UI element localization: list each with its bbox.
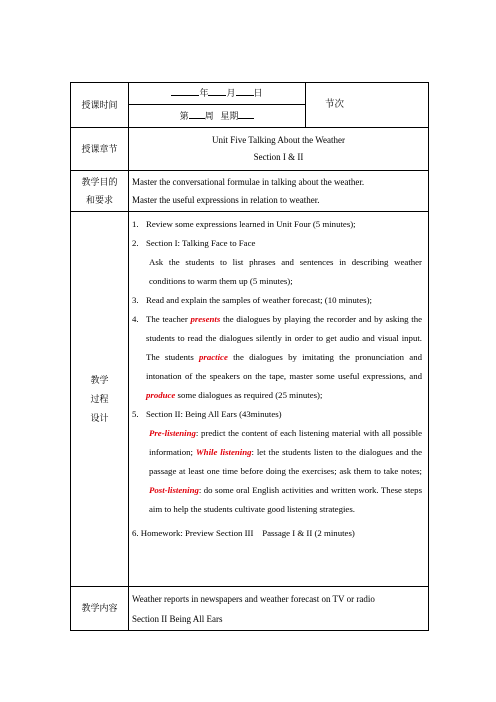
keyword-post-listening: Post-listening [149,485,199,495]
weekday-blank [238,109,254,119]
month-text: 月 [226,88,236,98]
goals-cell [129,171,429,212]
design-item-1 [132,215,422,234]
keyword-pre-listening: Pre-listening [149,428,196,438]
item-4-text [146,310,422,405]
time-label: 授课时间 [71,83,129,128]
item-1-text: Review some expressions learned in Unit Four (5 minutes); [146,219,356,229]
month-blank [208,86,226,96]
goals-row [71,171,429,212]
section-title: Section I & II [253,152,304,162]
item-2-text: Section I: Talking Face to Face [146,238,256,248]
item-3-number: 3. [132,295,139,305]
keyword-presents: presents [190,314,221,324]
goal-line-2: Master the useful expressions in relation to weather. [132,195,320,205]
item-1-number: 1. [132,219,139,229]
period-label: 节次 [325,99,345,110]
year-text: 年 [199,88,209,98]
design-item-5 [132,405,422,424]
homework-line: 6. Homework: Preview Section III Passage I & II (2 minutes) [132,528,355,538]
item-5-part-a: : predict the content of each listening material with all possible information; [149,428,422,457]
item-5-detail [132,424,422,519]
design-label-line3: 设计 [90,412,109,423]
content-line-2: Section II Being All Ears [132,613,223,624]
keyword-practice: practice [199,352,228,362]
content-row [71,587,429,631]
design-label-line1: 教学 [90,374,109,385]
week-blank [189,109,205,119]
item-3-text: Read and explain the samples of weather forecast; (10 minutes); [146,295,372,305]
design-item-3 [132,291,422,310]
content-cell [129,587,429,631]
goals-label-line1: 教学目的 [81,177,118,187]
design-cell [129,212,429,587]
item-4-part-b: the dialogues by playing the recorder and by asking the students to read the dialogues silently in order to get audio and visual input. The students [146,314,422,362]
unit-title: Unit Five Talking About the Weather [211,135,346,145]
content-line-1: Weather reports in newspapers and weather forecast on TV or radio [132,593,375,604]
date-cell [129,83,306,128]
week-prefix: 第 [179,111,189,121]
date-line [129,83,305,105]
item-4-part-c: the dialogues by imitating the pronunciation and intonation of the speakers on the tape, master some useful expressions, and [146,352,422,381]
item-4-number: 4. [132,314,139,324]
design-row [71,212,429,587]
item-4-part-a: The teacher [146,314,191,324]
time-row [71,83,429,128]
item-5-text: Section II: Being All Ears (43minutes) [146,409,282,419]
design-label [71,212,129,587]
design-item-4 [132,310,422,405]
chapter-cell [129,128,429,171]
item-2-subtext: Ask the students to list phrases and sentences in describing weather conditions to warm them up (5 minutes); [149,257,422,286]
week-suffix: 周 [204,111,214,121]
item-4-part-d: some dialogues as required (25 minutes); [175,390,323,400]
item-5-number: 5. [132,409,139,419]
year-blank [171,86,199,96]
item-5-part-c: : do some oral English activities and written work. These steps aim to help the students cultivate good listening strategies. [149,485,422,514]
content-label: 教学内容 [71,587,129,631]
period-cell [306,83,429,128]
keyword-produce: produce [146,390,176,400]
chapter-label: 授课章节 [71,128,129,171]
design-label-line2: 过程 [90,393,109,404]
chapter-row [71,128,429,171]
design-item-2 [132,234,422,253]
teaching-plan-table [70,82,429,631]
item-2-number: 2. [132,238,139,248]
day-text: 日 [253,88,263,98]
week-line [129,105,305,127]
weekday-text: 星期 [220,111,239,121]
keyword-while-listening: While listening [195,447,252,457]
goals-label-line2: 和要求 [85,195,113,205]
item-5-part-b: : let the students listen to the dialogues and the passage at least one time before doing the exercises; ask them to take notes; [149,447,422,476]
goals-label [71,171,129,212]
goal-line-1: Master the conversational formulae in talking about the weather. [132,177,365,187]
day-blank [236,86,254,96]
